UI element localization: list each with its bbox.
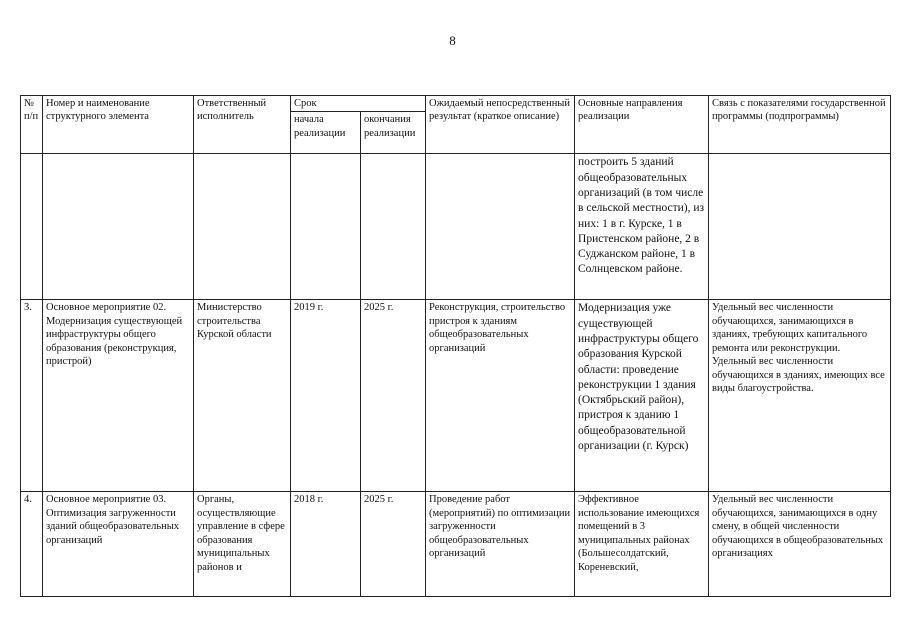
cell-start [291,154,361,300]
cell-result [426,154,575,300]
header-link: Связь с показателями государственной программы (подпрограммы) [709,96,891,154]
cell-num: 3. [21,300,43,492]
header-num: № п/п [21,96,43,154]
header-start: начала реализации [291,112,361,154]
cell-responsible [194,154,291,300]
program-table [20,95,891,597]
cell-responsible: Органы, осуществляющие управление в сфере образования муниципальных районов и [194,492,291,597]
cell-num: 4. [21,492,43,597]
cell-responsible: Министерство строительства Курской области [194,300,291,492]
cell-element: Основное мероприятие 02. Модернизация существующей инфраструктуры общего образования (реконструкция, пристрой) [43,300,194,492]
header-result: Ожидаемый непосредственный результат (краткое описание) [426,96,575,154]
cell-end: 2025 г. [361,492,426,597]
cell-link: Удельный вес численности обучающихся, занимающихся в зданиях, требующих капитального ремонта или реконструкции. Удельный вес численности обучающихся в зданиях, имеющих все виды благоустройства. [709,300,891,492]
cell-end: 2025 г. [361,300,426,492]
header-end: окончания реализации [361,112,426,154]
cell-directions: построить 5 зданий общеобразовательных организаций (в том числе в сельской местности), из них: 1 в г. Курске, 1 в Пристенском районе, 2 в Суджанском районе, 1 в Солнцевском районе. [575,154,709,300]
cell-element: Основное мероприятие 03. Оптимизация загруженности зданий общеобразовательных организаций [43,492,194,597]
header-directions: Основные направления реализации [575,96,709,154]
table-row [21,492,891,597]
header-row [21,96,891,112]
cell-link: Удельный вес численности обучающихся, занимающихся в одну смену, в общей численности обучающихся в общеобразовательных организациях [709,492,891,597]
cell-directions: Модернизация уже существующей инфраструктуры общего образования Курской области: проведение реконструкции 1 здания (Октябрьский район), пристроя к зданию 1 общеобразовательной организации (г. Курск) [575,300,709,492]
page-number: 8 [449,33,456,48]
cell-result: Проведение работ (мероприятий) по оптимизации загруженности общеобразовательных организаций [426,492,575,597]
cell-element [43,154,194,300]
cell-start: 2018 г. [291,492,361,597]
cell-link [709,154,891,300]
cell-num [21,154,43,300]
table-row [21,300,891,492]
table-row-continuation [21,154,891,300]
cell-result: Реконструкция, строительство пристроя к зданиям общеобразовательных организаций [426,300,575,492]
cell-directions: Эффективное использование имеющихся помещений в 3 муниципальных районах (Большесолдатский, Кореневский, [575,492,709,597]
header-responsible: Ответственный исполнитель [194,96,291,154]
header-element: Номер и наименование структурного элемента [43,96,194,154]
header-term: Срок [291,96,426,112]
cell-start: 2019 г. [291,300,361,492]
cell-end [361,154,426,300]
